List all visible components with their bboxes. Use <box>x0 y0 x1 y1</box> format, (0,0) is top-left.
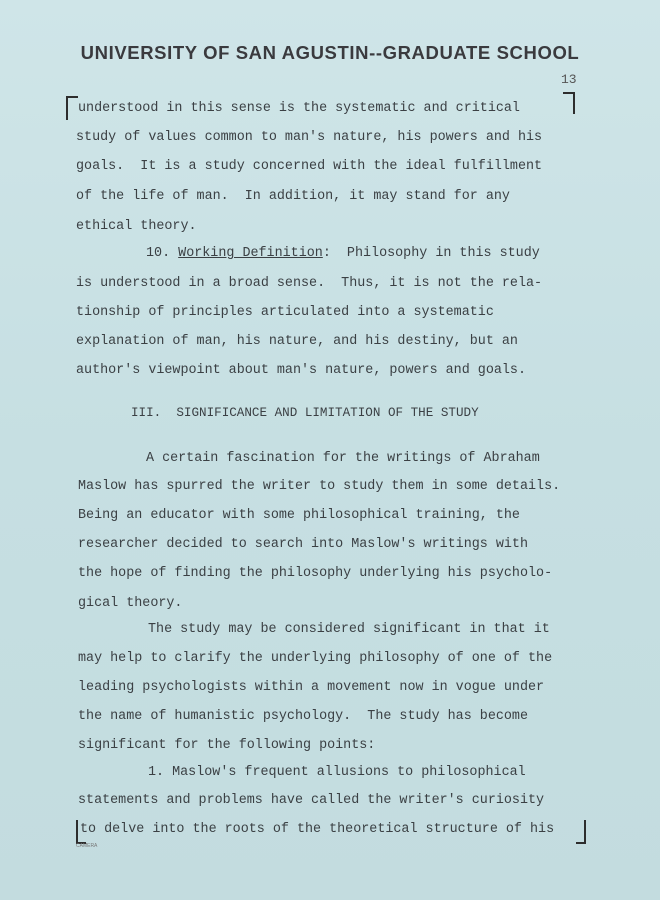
scan-footnote: CAMERA <box>76 843 98 849</box>
page-number: 13 <box>561 72 577 87</box>
definition-colon: : <box>322 246 347 261</box>
text-line: gical theory. <box>78 596 183 611</box>
text-line: 1. Maslow's frequent allusions to philosophical <box>148 765 526 780</box>
text-line: the name of humanistic psychology. The study has become <box>78 709 528 724</box>
top-right-bracket <box>563 92 575 114</box>
text-line: is understood in a broad sense. Thus, it is not the rela- <box>76 276 543 291</box>
text-line: explanation of man, his nature, and his destiny, but an <box>76 334 518 349</box>
definition-term: Working Definition <box>178 246 323 261</box>
text-line: to delve into the roots of the theoretical structure of his <box>80 822 555 837</box>
text-line: Maslow has spurred the writer to study them in some details. <box>78 479 561 494</box>
definition-line <box>146 246 540 261</box>
text-line: significant for the following points: <box>78 738 376 753</box>
text-line: ethical theory. <box>76 219 197 234</box>
definition-number: 10. <box>146 246 179 261</box>
text-line: of the life of man. In addition, it may stand for any <box>76 189 510 204</box>
text-line: A certain fascination for the writings of Abraham <box>146 451 540 466</box>
section-heading: III. SIGNIFICANCE AND LIMITATION OF THE STUDY <box>131 406 479 420</box>
text-line: leading psychologists within a movement now in vogue under <box>78 680 545 695</box>
text-line: author's viewpoint about man's nature, powers and goals. <box>76 363 526 378</box>
text-line: study of values common to man's nature, his powers and his <box>76 130 543 145</box>
text-line: understood in this sense is the systematic and critical <box>78 101 520 116</box>
text-line: researcher decided to search into Maslow's writings with <box>78 537 528 552</box>
top-left-bracket <box>66 96 78 120</box>
bottom-right-bracket <box>576 820 586 844</box>
text-line: tionship of principles articulated into a systematic <box>76 305 494 320</box>
text-line: goals. It is a study concerned with the ideal fulfillment <box>76 159 543 174</box>
definition-text: Philosophy in this study <box>346 246 540 261</box>
text-line: the hope of finding the philosophy underlying his psycholo- <box>78 566 553 581</box>
text-line: statements and problems have called the writer's curiosity <box>78 793 545 808</box>
page-header: UNIVERSITY OF SAN AGUSTIN--GRADUATE SCHOOL <box>80 42 580 63</box>
text-line: The study may be considered significant in that it <box>148 622 550 637</box>
text-line: Being an educator with some philosophical training, the <box>78 508 520 523</box>
text-line: may help to clarify the underlying philosophy of one of the <box>78 651 553 666</box>
